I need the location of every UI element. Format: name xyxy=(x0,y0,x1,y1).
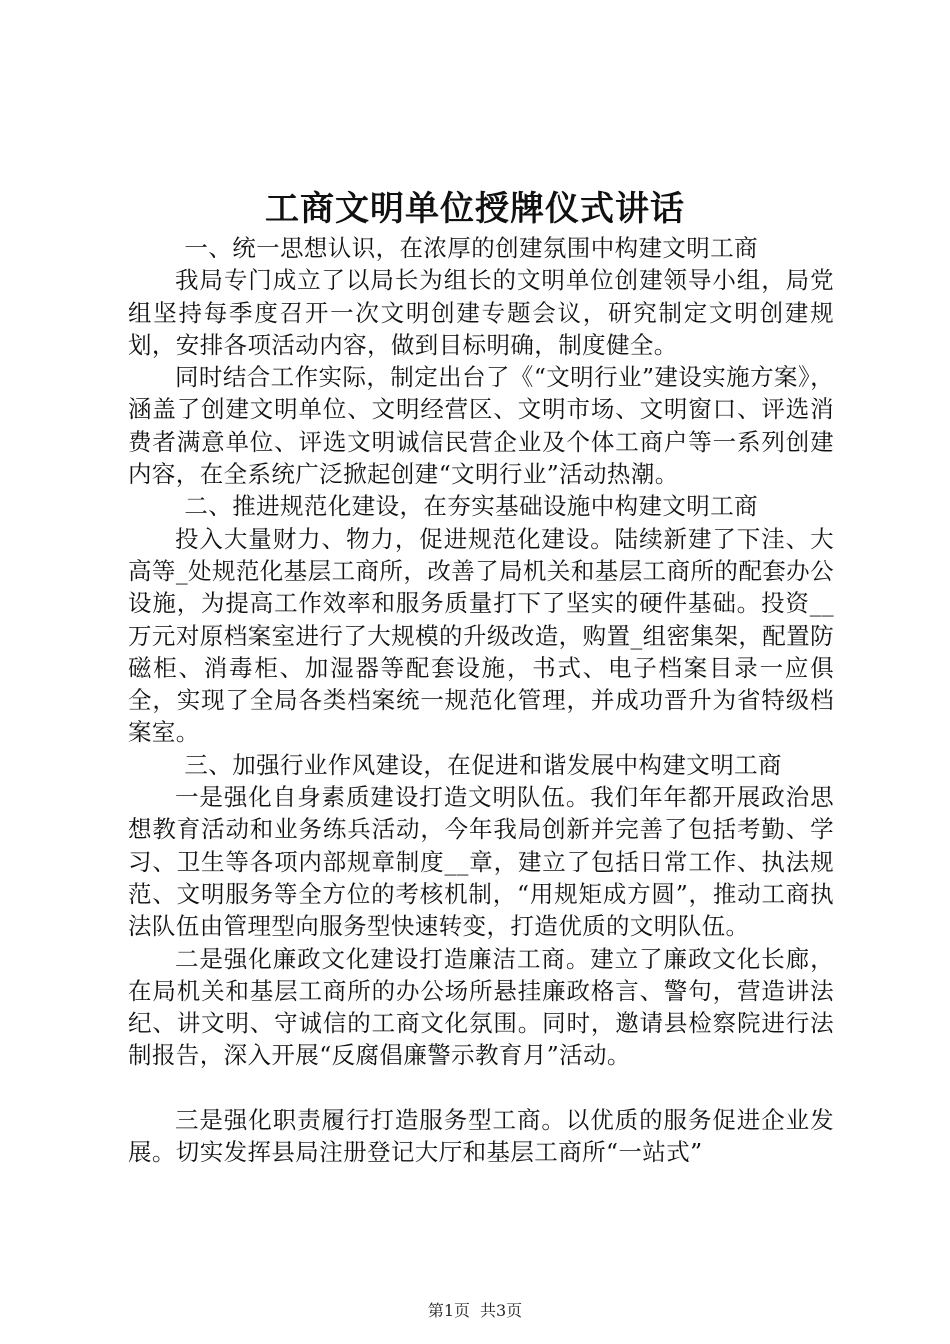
page-footer xyxy=(0,1300,950,1322)
paragraph: 我局专门成立了以局长为组长的文明单位创建领导小组，局党组坚持每季度召开一次文明创建专题会议，研究制定文明创建规划，安排各项活动内容，做到目标明确，制度健全。 xyxy=(128,266,834,359)
blank-line xyxy=(128,1072,834,1104)
page-total: 共3页 xyxy=(480,1301,523,1320)
document-body xyxy=(128,232,834,1169)
paragraph: 同时结合工作实际，制定出台了《“文明行业”建设实施方案》，涵盖了创建文明单位、文明经营区、文明市场、文明窗口、评选消费者满意单位、评选文明诚信民营企业及个体工商户等一系列创建内容，在全系统广泛掀起创建“文明行业”活动热潮。 xyxy=(128,363,834,489)
document-title: 工商文明单位授牌仪式讲话 xyxy=(265,189,685,229)
paragraph: 二是强化廉政文化建设打造廉洁工商。建立了廉政文化长廊，在局机关和基层工商所的办公场所悬挂廉政格言、警句，营造讲法纪、讲文明、守诚信的工商文化氛围。同时，邀请县检察院进行法制报告，深入开展“反腐倡廉警示教育月”活动。 xyxy=(128,944,834,1070)
paragraph: 一是强化自身素质建设打造文明队伍。我们年年都开展政治思想教育活动和业务练兵活动，今年我局创新并完善了包括考勤、学习、卫生等各项内部规章制度__章，建立了包括日常工作、执法规范、文明服务等全方位的考核机制，“用规矩成方圆”，推动工商执法队伍由管理型向服务型快速转变，打造优质的文明队伍。 xyxy=(128,783,834,941)
section-heading-2: 二、推进规范化建设，在夯实基础设施中构建文明工商 xyxy=(184,492,758,521)
page-number: 第1页 xyxy=(427,1301,470,1320)
paragraph: 投入大量财力、物力，促进规范化建设。陆续新建了下洼、大高等_处规范化基层工商所，改善了局机关和基层工商所的配套办公设施，为提高工作效率和服务质量打下了坚实的硬件基础。投资__万元对原档案室进行了大规模的升级改造，购置_组密集架，配置防磁柜、消毒柜、加湿器等配套设施，书式、电子档案目录一应俱全，实现了全局各类档案统一规范化管理，并成功晋升为省特级档案室。 xyxy=(128,524,834,747)
section-heading-1: 一、统一思想认识，在浓厚的创建氛围中构建文明工商 xyxy=(184,234,758,262)
section-heading-3: 三、加强行业作风建设，在促进和谐发展中构建文明工商 xyxy=(184,750,782,779)
paragraph: 三是强化职责履行打造服务型工商。以优质的服务促进企业发展。切实发挥县局注册登记大厅和基层工商所“一站式” xyxy=(128,1106,834,1167)
